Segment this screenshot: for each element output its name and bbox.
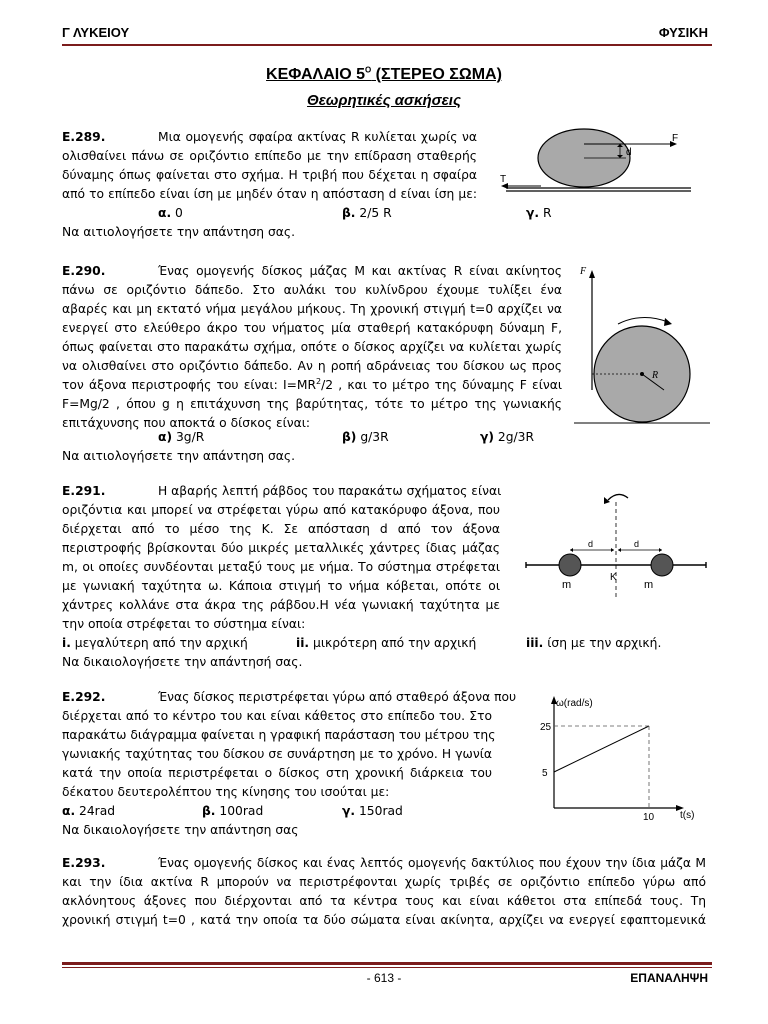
figure-rolling-sphere xyxy=(486,128,696,200)
svg-text:R: R xyxy=(652,370,659,381)
exercise-292-options: α. 24rad β. 100rad γ. 150rad xyxy=(62,804,403,818)
svg-text:m: m xyxy=(644,579,654,591)
chapter-title: ΚΕΦΑΛΑΙΟ $5^O$ (ΣΤΕΡΕΟ ΣΩΜΑ) xyxy=(266,65,502,83)
svg-text:25: 25 xyxy=(540,722,552,733)
svg-text:F: F xyxy=(580,266,587,277)
exercise-290-options: α) 3g/R β) g/3R γ) 2g/3R xyxy=(158,430,535,444)
exercise-number: Ε.290. xyxy=(62,264,106,278)
exercise-290-justify: Να αιτιολογήσετε την απάντηση σας. xyxy=(62,449,296,463)
exercise-number: Ε.289. xyxy=(62,130,106,144)
exercise-291: Ε.291. Η αβαρής λεπτή ράβδος του παρακάτω σχήματος είναι οριζόντια και μπορεί να στρέφεται γύρω από κατακόρυφο άξονα, που διέρχεται από το μέσο της Κ. Σε απόσταση d από τον άξονα περιστροφής βρίσκονται δύο μικρές μεταλλικές χάντρες ίδιας μάζας m, οι οποίες συνδέονται μεταξύ τους με νήμα. Το σύστημα στρέφεται με γωνιακή ταχύτητα ω. Κάποια στιγμή το νήμα κόβεται, οπότε οι χάντρες κολλάνε στα άκρα της ράβδου.Η νέα γωνιακή ταχύτητα με την οποία στρέφεται το σύστημα είναι: xyxy=(62,484,502,631)
figure-rod-beads xyxy=(520,488,710,604)
svg-text:F: F xyxy=(672,133,679,144)
exercise-290: Ε.290. Ένας ομογενής δίσκος μάζας Μ και ακτίνας R είναι ακίνητος πάνω σε οριζόντιο δάπεδο. Στο αυλάκι του κυλίνδρου έχουμε τυλίξει ένα αβαρές και μη εκτατό νήμα μεγάλου μήκους. Τη χρονική στιγμή t=0 αρχίζει να ενεργεί στο ελεύθερο άκρο του νήματος μία σταθερή κατακόρυφη δύναμη F, όπως φαίνεται στο παρακάτω σχήμα, οπότε ο δίσκος αρχίζει να κυλίεται χωρίς να ολισθαίνει στο οριζόντιο δάπεδο. Αν η ροπή αδράνειας του δίσκου ως προς τον άξονα περιστροφής του είναι: $I=MR^2/2$ , και το μέτρο της δύναμης F είναι F=Mg/2 , όπου g η επιτάχυνση της βαρύτητας, τότε το μέτρο της γωνιακής επιτάχυνσης που αποκτά ο δίσκος είναι: xyxy=(62,264,562,430)
svg-text:10: 10 xyxy=(643,812,655,822)
svg-text:ω(rad/s): ω(rad/s) xyxy=(556,698,593,709)
exercise-291-justify: Να δικαιολογήσετε την απάντησή σας. xyxy=(62,655,303,669)
exercise-292: Ε.292. Ένας δίσκος περιστρέφεται γύρω από σταθερό άξονα που διέρχεται από το κέντρο του και είναι κάθετος στο επίπεδο του. Στο παρακάτω διάγραμμα φαίνεται η γραφική παράσταση του μέτρου της γωνιακής ταχύτητας του δίσκου σε συνάρτηση με το χρόνο. Η γωνία κατά την οποία περιστρέφεται ο δίσκος στη χρονική διάρκεια του δέκατου δευτερολέπτου της κίνησης του ισούται με: xyxy=(62,690,517,799)
exercise-number: Ε.292. xyxy=(62,690,106,704)
exercise-number: Ε.293. xyxy=(62,856,106,870)
exercise-291-options: i. μεγαλύτερη από την αρχική ii. μικρότερη από την αρχική iii. ίση με την αρχική. xyxy=(62,636,662,650)
exercise-289-justify: Να αιτιολογήσετε την απάντηση σας. xyxy=(62,225,296,239)
footer-right: ΕΠΑΝΑΛΗΨΗ xyxy=(630,971,708,985)
footer-rule-thick xyxy=(62,962,712,965)
svg-text:d: d xyxy=(588,539,594,549)
header-rule xyxy=(62,44,712,46)
header-right: ΦΥΣΙΚΗ xyxy=(658,25,708,40)
svg-text:m: m xyxy=(562,579,572,591)
exercise-293: Ε.293. Ένας ομογενής δίσκος και ένας λεπτός ομογενής δακτύλιος που έχουν την ίδια μάζα Μ και την ίδια ακτίνα R μπορούν να περιστρέφονται χωρίς τριβές σε οριζόντιο επίπεδο γύρω από ακλόνητους άξονες που διέρχονται από τα κέντρα τους και είναι κάθετοι στα επίπεδά τους. Τη χρονική στιγμή t=0 , κατά την οποία τα δύο σώματα είναι ακίνητα, αρχίζει να ενεργεί εφαπτομενικά xyxy=(62,856,706,927)
svg-text:K: K xyxy=(610,572,617,583)
exercise-number: Ε.291. xyxy=(62,484,106,498)
header-left: Γ ΛΥΚΕΙΟΥ xyxy=(62,25,130,40)
exercise-289-options: α. 0 β. 2/5 R γ. R xyxy=(158,206,552,220)
svg-text:T: T xyxy=(500,174,507,185)
svg-text:t(s): t(s) xyxy=(680,810,695,821)
svg-text:d: d xyxy=(634,539,640,549)
page-number: - 613 - xyxy=(366,971,402,985)
exercise-292-justify: Να δικαιολογήσετε την απάντηση σας xyxy=(62,823,299,837)
svg-text:d: d xyxy=(626,147,632,158)
footer-rule-thin xyxy=(62,967,712,968)
figure-omega-time-graph xyxy=(520,692,700,822)
chapter-subtitle: Θεωρητικές ασκήσεις xyxy=(307,92,461,109)
figure-disc-string xyxy=(572,260,712,440)
svg-text:5: 5 xyxy=(542,768,548,779)
exercise-289: Ε.289. Μια ομογενής σφαίρα ακτίνας R κυλίεται χωρίς να ολισθαίνει πάνω σε οριζόντιο επίπεδο με την επίδραση σταθερής δύναμης όπως φαίνεται στο σχήμα. Η τριβή που δέχεται η σφαίρα από το επίπεδο είναι ίση με μηδέν όταν η απόσταση d είναι ίση με: xyxy=(62,130,477,201)
